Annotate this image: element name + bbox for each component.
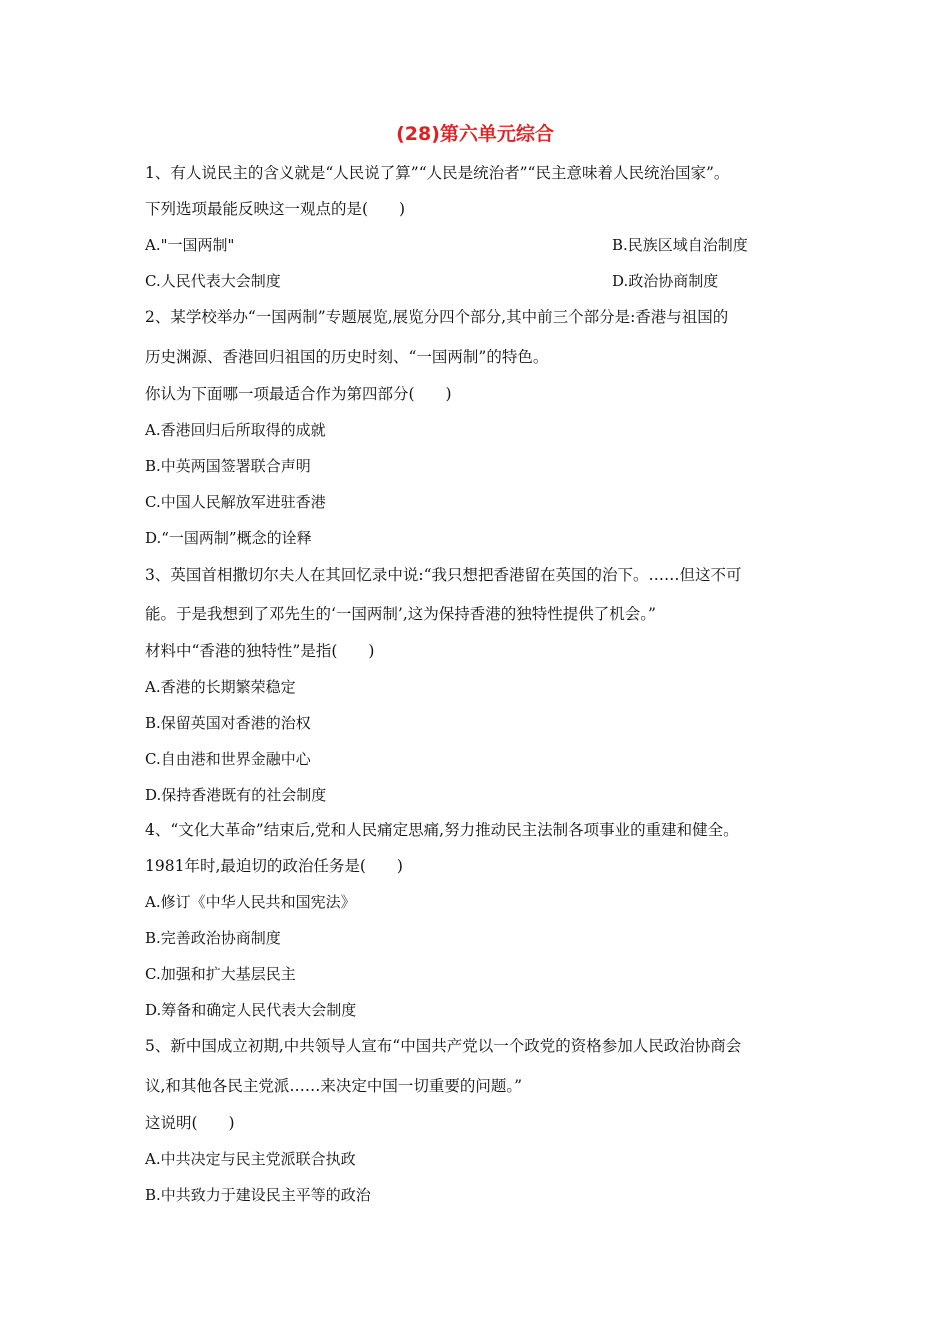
- q2-stem-line3: 你认为下面哪一项最适合作为第四部分( ): [145, 385, 452, 403]
- q1-stem-line2: 下列选项最能反映这一观点的是( ): [145, 200, 406, 218]
- q4-stem-line1: 4、“文化大革命”结束后,党和人民痛定思痛,努力推动民主法制各项事业的重建和健全。: [145, 821, 739, 839]
- q3-option-d: D.保持香港既有的社会制度: [145, 786, 327, 804]
- q3-stem-line2: 能。于是我想到了邓先生的‘一国两制’,这为保持香港的独特性提供了机会。”: [145, 605, 656, 623]
- q5-stem-line3: 这说明( ): [145, 1114, 235, 1132]
- q2-option-b: B.中英两国签署联合声明: [145, 457, 311, 475]
- q4-option-c: C.加强和扩大基层民主: [145, 965, 296, 983]
- q2-stem-line2: 历史渊源、香港回归祖国的历史时刻、“一国两制”的特色。: [145, 348, 549, 366]
- q5-stem-line1: 5、新中国成立初期,中共领导人宣布“中国共产党以一个政党的资格参加人民政治协商会: [145, 1037, 742, 1055]
- q2-stem-line1: 2、某学校举办“一国两制”专题展览,展览分四个部分,其中前三个部分是:香港与祖国的: [145, 308, 729, 326]
- q3-stem-line3: 材料中“香港的独特性”是指( ): [145, 642, 375, 660]
- q4-option-a: A.修订《中华人民共和国宪法》: [145, 893, 356, 911]
- q4-stem-line2: 1981年时,最迫切的政治任务是( ): [145, 857, 403, 875]
- q1-option-c: C.人民代表大会制度: [145, 272, 281, 290]
- page-title: (28)第六单元综合: [396, 123, 554, 145]
- q1-option-a: A."一国两制": [145, 236, 235, 254]
- q3-option-b: B.保留英国对香港的治权: [145, 714, 311, 732]
- q4-option-b: B.完善政治协商制度: [145, 929, 281, 947]
- q2-option-a: A.香港回归后所取得的成就: [145, 421, 326, 439]
- q3-option-a: A.香港的长期繁荣稳定: [145, 678, 296, 696]
- q3-option-c: C.自由港和世界金融中心: [145, 750, 311, 768]
- q3-stem-line1: 3、英国首相撒切尔夫人在其回忆录中说:“我只想把香港留在英国的治下。……但这不可: [145, 566, 742, 584]
- q1-option-d: D.政治协商制度: [612, 272, 719, 290]
- q1-stem-line1: 1、有人说民主的含义就是“人民说了算”“人民是统治者”“民主意味着人民统治国家”。: [145, 164, 730, 182]
- q2-option-d: D.“一国两制”概念的诠释: [145, 529, 312, 547]
- q5-option-a: A.中共决定与民主党派联合执政: [145, 1150, 356, 1168]
- q5-stem-line2: 议,和其他各民主党派……来决定中国一切重要的问题。”: [145, 1077, 523, 1095]
- q1-option-b: B.民族区域自治制度: [612, 236, 748, 254]
- q5-option-b: B.中共致力于建设民主平等的政治: [145, 1186, 371, 1204]
- q2-option-c: C.中国人民解放军进驻香港: [145, 493, 326, 511]
- q4-option-d: D.筹备和确定人民代表大会制度: [145, 1001, 357, 1019]
